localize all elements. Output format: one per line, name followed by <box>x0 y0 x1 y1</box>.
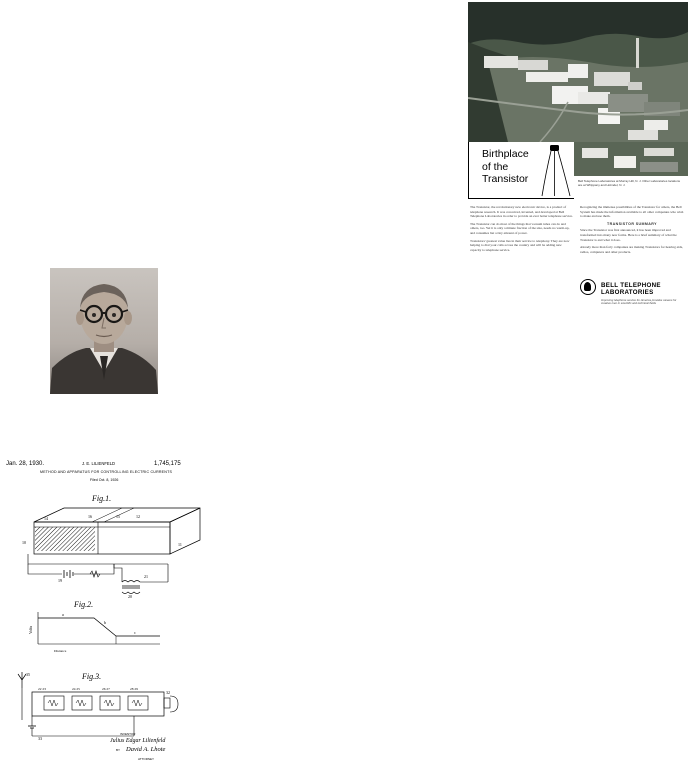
summary-text: Since the Transistor was first announced, it has been improved and transformed into many new forms. Here is a brief summary of what the Transistor is and what it does. <box>580 228 677 242</box>
svg-text:Volts: Volts <box>28 625 33 634</box>
fig1-diagram <box>18 502 204 602</box>
photo-caption: Bell Telephone Laboratories at Murray Hill, N. J. Other Laboratories locations are at Whippany and Holmdel, N. J. <box>578 179 680 187</box>
patent-date: Jan. 28, 1930. <box>6 461 45 467</box>
fig2-graph <box>24 608 164 654</box>
svg-text:c: c <box>134 630 136 635</box>
svg-text:21: 21 <box>144 574 148 579</box>
bell-labs-advertisement <box>468 2 688 342</box>
ad-headline: Birthplace of the Transistor <box>482 148 529 185</box>
ad-paragraph: The Transistor, the revolutionary new electronic device, is a product of telephone research. It was conceived, invented, and developed at Bell Telephone Laboratories in order to provide an ever better telephone service. <box>470 205 573 219</box>
summary-title: TRANSISTOR SUMMARY <box>607 221 657 226</box>
patent-inventor-header: J. E. LILIENFELD <box>82 461 116 466</box>
patent-title: METHOD AND APPARATUS FOR CONTROLLING ELECTRIC CURRENTS <box>40 470 173 474</box>
svg-text:22 23: 22 23 <box>38 687 46 691</box>
fig3-circuit <box>14 670 194 742</box>
svg-text:32: 32 <box>166 690 170 695</box>
ad-body-left <box>470 205 573 255</box>
inventor-label: INVENTOR <box>120 732 136 736</box>
svg-text:b: b <box>104 620 106 625</box>
ad-paragraph: Already more than forty companies are making Transistors for hearing aids, radios, computers and other products. <box>580 245 683 254</box>
secondary-photo <box>574 142 688 176</box>
svg-text:16: 16 <box>88 514 92 519</box>
ad-paragraph: Recognizing the immense possibilities of the Transistor for others, the Bell System has made the information available to all other companies who wish to make and use them. <box>580 205 684 219</box>
inventor-signature: Julius Edgar Lilienfeld <box>110 738 166 744</box>
svg-text:19: 19 <box>58 578 62 583</box>
svg-text:24 25: 24 25 <box>72 687 80 691</box>
svg-text:26 27: 26 27 <box>102 687 110 691</box>
fig3-label: Fig.3. <box>82 672 102 681</box>
attorney-signature: David A. Lhote <box>126 746 166 753</box>
svg-text:11: 11 <box>178 542 182 547</box>
ad-paragraph: The Transistor can do most of the things that vacuum tubes can do and others, too. Yet it is only a minute fraction of the size, needs no warm-up, and consumes but a tiny amount of power. <box>470 221 570 235</box>
ad-paragraph: Transistors' greatest value lies in their service to telephony. They are now helping to dial your calls across the country and will be adding new capacity to telephone service. <box>470 238 570 252</box>
svg-text:a: a <box>62 612 64 617</box>
svg-text:10: 10 <box>22 540 26 545</box>
attorney-by: BY <box>116 748 121 752</box>
ad-body-right <box>580 205 684 257</box>
patent-number: 1,745,175 <box>154 461 181 467</box>
fig2-label: Fig.2. <box>74 600 94 609</box>
svg-text:Distance: Distance <box>54 649 67 653</box>
patent-drawing <box>4 458 204 768</box>
aerial-photo <box>468 2 688 142</box>
patent-filed-date: Filed Oct. 8, 1926 <box>90 478 119 482</box>
fig1-label: Fig.1. <box>92 494 112 503</box>
attorney-label: ATTORNEY <box>138 757 155 761</box>
svg-text:15: 15 <box>116 514 120 519</box>
svg-text:12: 12 <box>136 514 140 519</box>
svg-text:14: 14 <box>44 516 48 521</box>
svg-text:35: 35 <box>26 672 30 677</box>
transistor-icon <box>538 142 574 198</box>
svg-text:33: 33 <box>38 736 42 741</box>
brand-name: BELL TELEPHONE LABORATORIES <box>601 282 661 297</box>
bell-logo-icon <box>580 279 596 295</box>
svg-text:20: 20 <box>128 594 132 599</box>
svg-text:28 29: 28 29 <box>130 687 138 691</box>
brand-tagline: Improving telephone service for America provides careers for creative men in scientific and technical fields <box>601 298 677 306</box>
portrait-photo <box>50 268 158 394</box>
